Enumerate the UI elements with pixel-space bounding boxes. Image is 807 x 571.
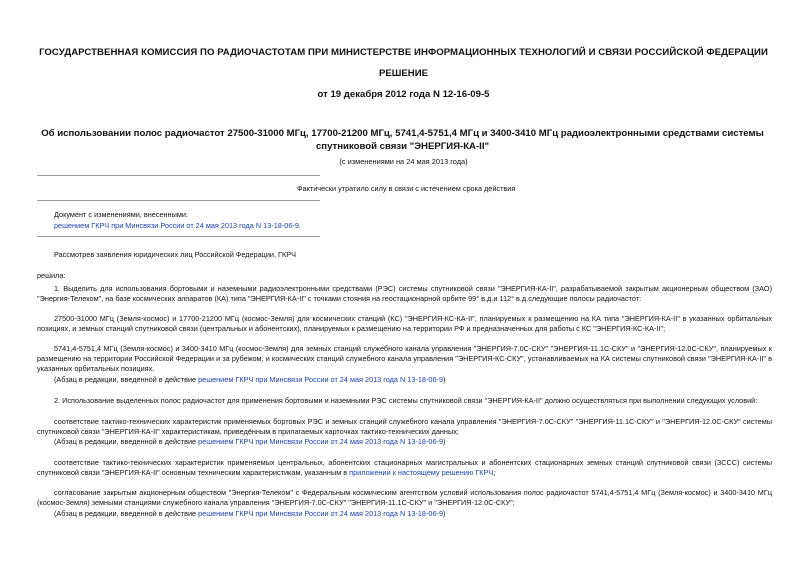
changes-link-line: решением ГКРЧ при Минсвязи России от 24 мая 2013 года N 13-18-06-9. [54,221,301,230]
changes-label: Документ с изменениями, внесенными: [54,210,188,219]
document-date-number: от 19 декабря 2012 года N 12-16-09-5 [317,89,490,100]
amendment-link[interactable]: решением ГКРЧ при Минсвязи России от 24 мая 2013 года N 13-18-06-9 [198,437,444,446]
document-type: РЕШЕНИЕ [378,68,429,79]
divider [37,175,320,176]
amendment-note-1: (Абзац в редакции, введенной в действие решением ГКРЧ при Минсвязи России от 24 мая 2013 года N 13-18-06-9) [54,375,446,384]
status-text: Фактически утратило силу в связи с истечением срока действия [297,184,516,193]
paragraph-2: 27500-31000 МГц (Земля-космос) и 17700-21200 МГц (космос-Земля) для космических станций (КС) "ЭНЕРГИЯ-КС-КА-II", планируемых к размещению на КА типа "ЭНЕРГИЯ-КА-II" в указанных орбитальных позициях, и земных станций спутниковой связи (центральных и абонентских), планируемых к размещению на территории РФ и предназначенных для работы с КС "ЭНЕРГИЯ-КС-КА-II"; [37,314,772,334]
decided-text: решила: [37,271,66,280]
considered-text: Рассмотрев заявления юридических лиц Российской Федерации, ГКРЧ [54,250,296,259]
paragraph-3: 5741,4-5751,4 МГц (Земля-космос) и 3400-3410 МГц (космос-Земля) для земных станций служебного канала управления "ЭНЕРГИЯ-7.0С-СКУ" "ЭНЕРГИЯ-11.1С-СКУ" и "ЭНЕРГИЯ-12.0С-СКУ", планируемых к размещению на территории Российской Федерации и за рубежом, и космических станций служебного канала управления "ЭНЕРГИЯ-КС-СКУ", устанавливаемых на КА системы спутниковой связи "ЭНЕРГИЯ-КА-II" в указанных орбитальных позициях. [37,344,772,374]
amendment-link[interactable]: решением ГКРЧ при Минсвязи России от 24 мая 2013 года N 13-18-06-9 [198,375,444,384]
divider [37,200,320,201]
paragraph-6: соответствие тактико-технических характеристик применяемых центральных, абонентских стационарных магистральных и абонентских стационарных земных станций спутниковой связи (ЗССС) системы спутниковой связи "ЭНЕРГИЯ-КА-II" основным техническим характеристикам, указанным в приложении к настоящему решению ГКРЧ; [37,458,772,478]
document-title: Об использовании полос радиочастот 27500-31000 МГц, 17700-21200 МГц, 5741,4-5751,4 МГц и 3400-3410 МГц радиоэлектронными средствами системы спутниковой связи "ЭНЕРГИЯ-КА-II" [41,128,764,152]
paragraph-7: согласование закрытым акционерным обществом "Энергия-Телеком" с Федеральным космическим агентством условий использования полос радиочастот 5741,4-5751,4 МГц (Земля-космос) и 3400-3410 МГц (космос-Земля) земными станциями служебного канала управления "ЭНЕРГИЯ-7.0С-СКУ" "ЭНЕРГИЯ-11.1С-СКУ" и "ЭНЕРГИЯ-12.0С-СКУ"; [37,488,772,508]
amending-decision-link[interactable]: решением ГКРЧ при Минсвязи России от 24 мая 2013 года N 13-18-06-9 [54,221,299,230]
amendment-note-3: (Абзац в редакции, введенной в действие решением ГКРЧ при Минсвязи России от 24 мая 2013 года N 13-18-06-9) [54,509,446,518]
divider [37,236,320,237]
amendment-link[interactable]: решением ГКРЧ при Минсвязи России от 24 мая 2013 года N 13-18-06-9 [198,509,444,518]
appendix-link[interactable]: приложении к настоящему решению ГКРЧ [349,468,494,478]
paragraph-1: 1. Выделить для использования бортовыми и наземными радиоэлектронными средствами (РЭС) системы спутниковой связи "ЭНЕРГИЯ-КА-II", разрабатываемой закрытым акционерным обществом (ЗАО) "Энергия-Телеком", на базе космических аппаратов (КА) типа "ЭНЕРГИЯ-КА-II" с точками стояния на геостационарной орбите 99° в.д.и 112° в.д.следующие полосы радиочастот: [37,284,772,304]
issuing-authority: ГОСУДАРСТВЕННАЯ КОМИССИЯ ПО РАДИОЧАСТОТАМ ПРИ МИНИСТЕРСТВЕ ИНФОРМАЦИОННЫХ ТЕХНОЛОГИЙ И СВЯЗИ РОССИЙСКОЙ ФЕДЕРАЦИИ [39,47,768,58]
paragraph-4: 2. Использование выделенных полос радиочастот для применения бортовыми и наземными РЭС системы спутниковой связи "ЭНЕРГИЯ-КА-II" должно осуществляться при выполнении следующих условий: [54,396,758,405]
paragraph-5: соответствие тактико-технических характеристик применяемых бортовых РЭС и земных станций служебного канала управления "ЭНЕРГИЯ-7.0С-СКУ" "ЭНЕРГИЯ-11.1С-СКУ" и "ЭНЕРГИЯ-12.0С-СКУ" системы спутниковой связи "ЭНЕРГИЯ-КА-II" характеристикам, приведённым в прилагаемых карточках тактико-технических данных; [37,417,772,437]
amendment-note-2: (Абзац в редакции, введенной в действие решением ГКРЧ при Минсвязи России от 24 мая 2013 года N 13-18-06-9) [54,437,446,446]
amendments-note: (с изменениями на 24 мая 2013 года) [339,157,468,166]
